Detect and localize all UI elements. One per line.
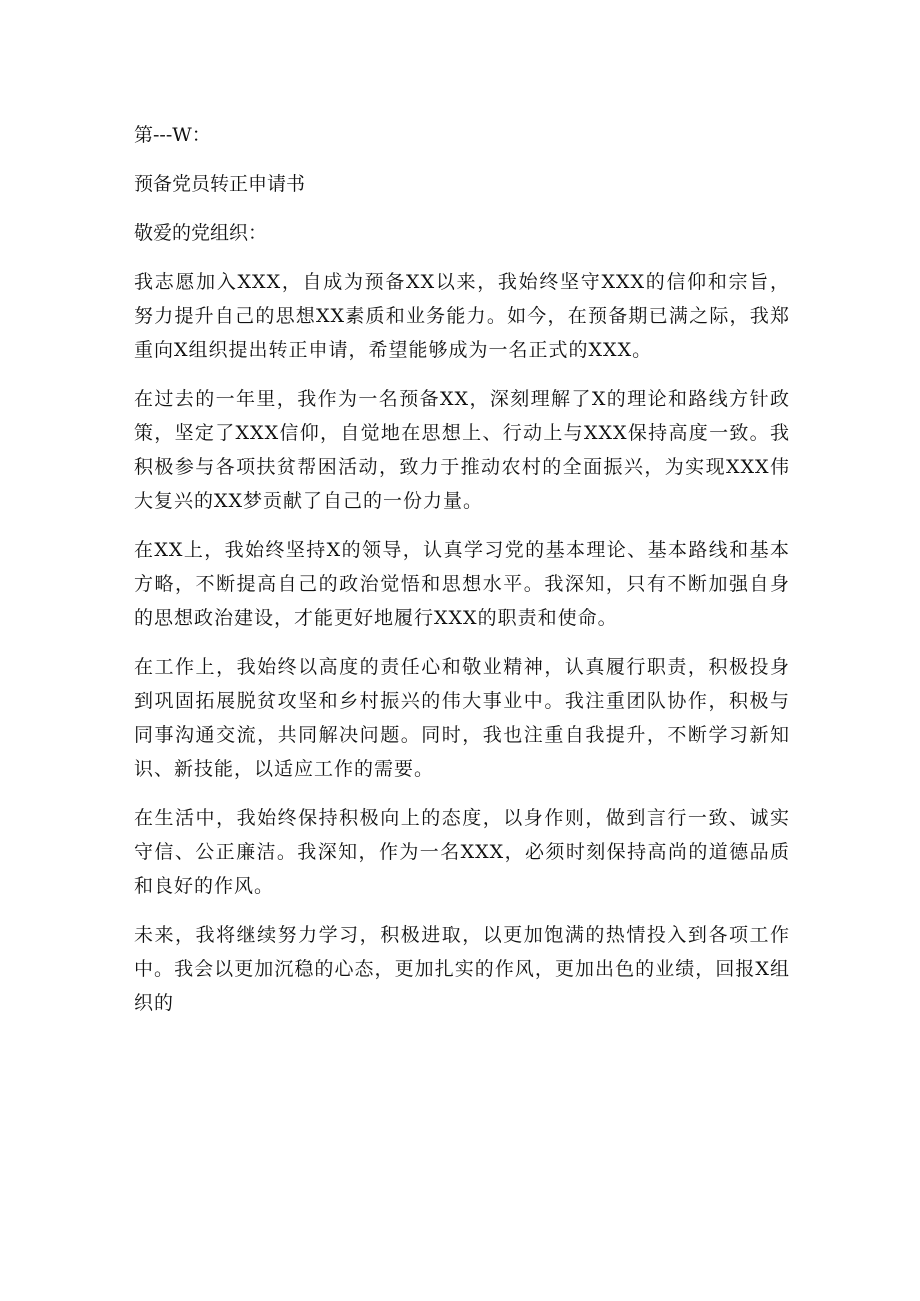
paragraph-2: 在过去的一年里，我作为一名预备XX，深刻理解了X的理论和路线方针政策，坚定了XXX信仰，自觉地在思想上、行动上与XXX保持高度一致。我积极参与各项扶贫帮困活动，致力于推动农村的全面振兴，为实现XXX伟大复兴的XX梦贡献了自己的一份力量。 xyxy=(134,388,790,512)
document-title: 预备党员转正申请书 xyxy=(134,173,306,195)
paragraph-6: 未来，我将继续努力学习，积极进取，以更加饱满的热情投入到各项工作中。我会以更加沉稳的心态，更加扎实的作风，更加出色的业绩，回报X组织的 xyxy=(134,924,790,1014)
document-body xyxy=(134,118,790,1035)
paragraph-5: 在生活中，我始终保持积极向上的态度，以身作则，做到言行一致、诚实守信、公正廉洁。我深知，作为一名XXX，必须时刻保持高尚的道德品质和良好的作风。 xyxy=(134,807,790,897)
paragraph-4: 在工作上，我始终以高度的责任心和敬业精神，认真履行职责，积极投身到巩固拓展脱贫攻坚和乡村振兴的伟大事业中。我注重团队协作，积极与同事沟通交流，共同解决问题。同时，我也注重自我提升，不断学习新知识、新技能，以适应工作的需要。 xyxy=(134,656,790,780)
paragraph-3: 在XX上，我始终坚持X的领导，认真学习党的基本理论、基本路线和基本方略，不断提高自己的政治觉悟和思想水平。我深知，只有不断加强自身的思想政治建设，才能更好地履行XXX的职责和使命。 xyxy=(134,539,790,629)
document-header: 第---W： xyxy=(134,124,211,146)
salutation: 敬爱的党组织： xyxy=(134,222,268,244)
paragraph-1: 我志愿加入XXX，自成为预备XX以来，我始终坚守XXX的信仰和宗旨，努力提升自己的思想XX素质和业务能力。如今，在预备期已满之际，我郑重向X组织提出转正申请，希望能够成为一名正式的XXX。 xyxy=(134,271,790,361)
